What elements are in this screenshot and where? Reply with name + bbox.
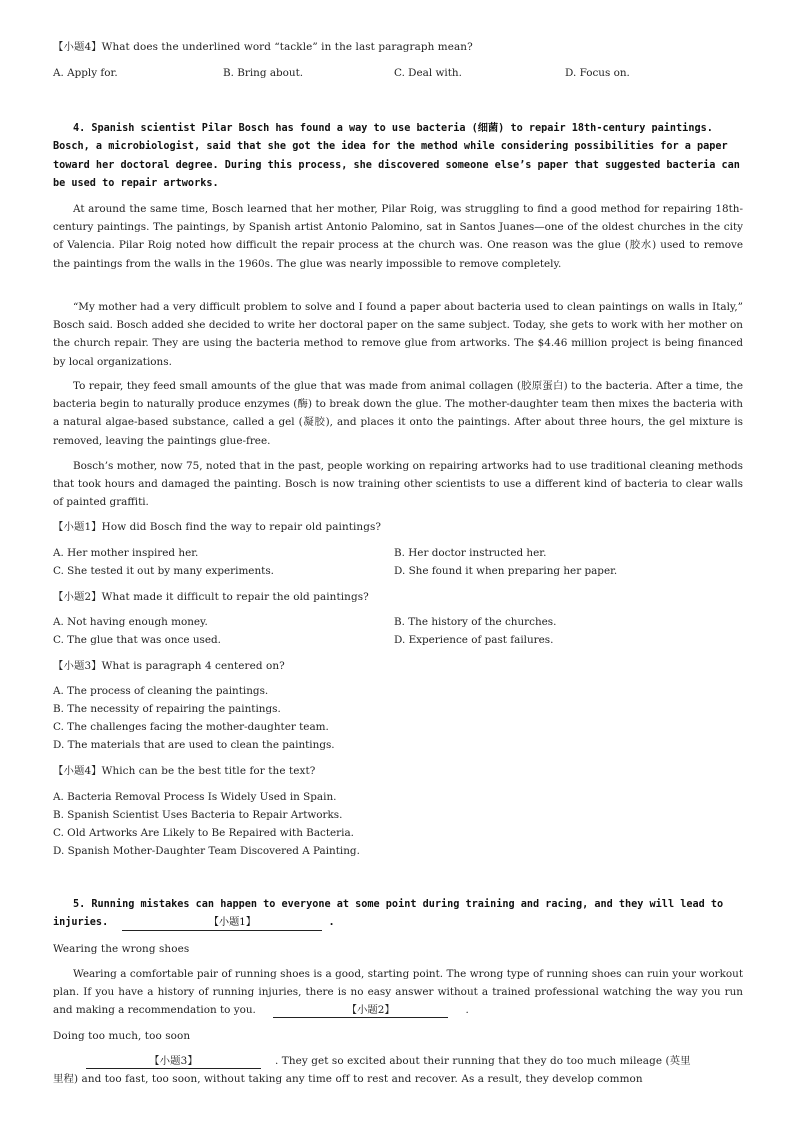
option-d: D. Focus on. xyxy=(565,67,630,79)
passage4-intro: 4. Spanish scientist Pilar Bosch has found a way to use bacteria (细菌) to repair 18th-century paintings. Bosch, a microbiologist, said that she got the idea for the method while considering possibilities for a paper toward her doctoral degree. During this process, she discovered someone else’s paper that suggested bacteria can be used to repair artworks. xyxy=(53,123,740,189)
q2-option-a: A. Not having enough money. xyxy=(53,616,208,628)
option-b: B. Bring about. xyxy=(223,67,304,79)
q3-option-d: D. The materials that are used to clean the paintings. xyxy=(53,739,335,751)
q3-option-c: C. The challenges facing the mother-daughter team. xyxy=(53,721,329,733)
passage5-paragraph-2-line-2: 里程) and too fast, too soon, without taking any time off to rest and recover. As a result, they develop common xyxy=(53,1073,643,1085)
option-c: C. Deal with. xyxy=(394,67,462,79)
passage5-paragraph-1-text: Wearing a comfortable pair of running shoes is a good, starting point. The wrong type of running shoes can ruin your workout plan. If you have a history of running injuries, there is no easy answer without a trained professional watching the way you run and making a recommendation to you. xyxy=(53,968,743,1017)
passage4-paragraph-1: At around the same time, Bosch learned that her mother, Pilar Roig, was struggling to find a good method for repairing 18th-century paintings. The paintings, by Spanish artist Antonio Palomino, sat in Santos Juanes—one of the oldest churches in the city of Valencia. Pilar Roig noted how difficult the repair process at the church was. One reason was the glue (胶水) used to remove the paintings from the walls in the 1960s. The glue was nearly impossible to remove completely. xyxy=(53,203,743,270)
passage5-paragraph-1 xyxy=(53,965,743,1020)
question-4: 【小题4】Which can be the best title for the text? xyxy=(53,765,316,777)
question-1: 【小题1】How did Bosch find the way to repair old paintings? xyxy=(53,521,382,533)
passage4-paragraph-4: Bosch’s mother, now 75, noted that in the past, people working on repairing artworks had to use traditional cleaning methods that took hours and damaged the painting. Bosch is now training other scientists to use a different kind of bacteria to clear walls of painted graffiti. xyxy=(53,460,743,509)
period-2: . xyxy=(465,1004,469,1017)
q2-option-b: B. The history of the churches. xyxy=(394,616,557,628)
passage4-paragraph-3: To repair, they feed small amounts of the glue that was made from animal collagen (胶原蛋白) to the bacteria. After a time, the bacteria begin to naturally produce enzymes (酶) to break down the glue. The mother-daughter team then mixes the bacteria with a natural algae-based substance, called a gel (凝胶), and places it onto the paintings. After about three hours, the gel mixture is removed, leaving the paintings glue-free. xyxy=(53,380,743,447)
passage4-paragraph-2: “My mother had a very difficult problem to solve and I found a paper about bacteria used to clean paintings on walls in Italy,” Bosch said. Bosch added she decided to write her doctoral paper on the same subject. Today, she gets to work with her mother on the church repair. They are using the bacteria method to remove glue from artworks. The $4.46 million project is being financed by local organizations. xyxy=(53,301,743,368)
period-1: . xyxy=(328,917,335,929)
question-3: 【小题3】What is paragraph 4 centered on? xyxy=(53,660,285,672)
question-2: 【小题2】What made it difficult to repair the old paintings? xyxy=(53,591,369,603)
answer-blank-1[interactable]: 【小题1】 xyxy=(122,916,322,931)
passage5-intro xyxy=(53,896,743,933)
passage5-paragraph-2-text-1: . They get so excited about their running that they do too much mileage (英里 xyxy=(275,1055,691,1067)
heading-wrong-shoes: Wearing the wrong shoes xyxy=(53,943,190,955)
q3-option-b: B. The necessity of repairing the paintings. xyxy=(53,703,281,715)
q4-option-a: A. Bacteria Removal Process Is Widely Used in Spain. xyxy=(53,791,337,803)
q3-option-a: A. The process of cleaning the paintings. xyxy=(53,685,269,697)
heading-too-much: Doing too much, too soon xyxy=(53,1030,191,1042)
passage5-intro-text: 5. Running mistakes can happen to everyone at some point during training and racing, and they will lead to injuries. xyxy=(53,899,724,929)
question-prev-4: 【小题4】What does the underlined word “tackle” in the last paragraph mean? xyxy=(53,41,473,53)
passage5-paragraph-2-line-1 xyxy=(86,1052,691,1070)
q2-option-c: C. The glue that was once used. xyxy=(53,634,221,646)
answer-blank-3[interactable]: 【小题3】 xyxy=(86,1054,261,1069)
q1-option-c: C. She tested it out by many experiments. xyxy=(53,565,274,577)
q4-option-b: B. Spanish Scientist Uses Bacteria to Repair Artworks. xyxy=(53,809,343,821)
q1-option-b: B. Her doctor instructed her. xyxy=(394,547,547,559)
option-a: A. Apply for. xyxy=(53,67,118,79)
q1-option-a: A. Her mother inspired her. xyxy=(53,547,199,559)
q4-option-c: C. Old Artworks Are Likely to Be Repaired with Bacteria. xyxy=(53,827,354,839)
q4-option-d: D. Spanish Mother-Daughter Team Discovered A Painting. xyxy=(53,845,360,857)
q1-option-d: D. She found it when preparing her paper. xyxy=(394,565,618,577)
answer-blank-2[interactable]: 【小题2】 xyxy=(273,1003,448,1018)
q2-option-d: D. Experience of past failures. xyxy=(394,634,554,646)
